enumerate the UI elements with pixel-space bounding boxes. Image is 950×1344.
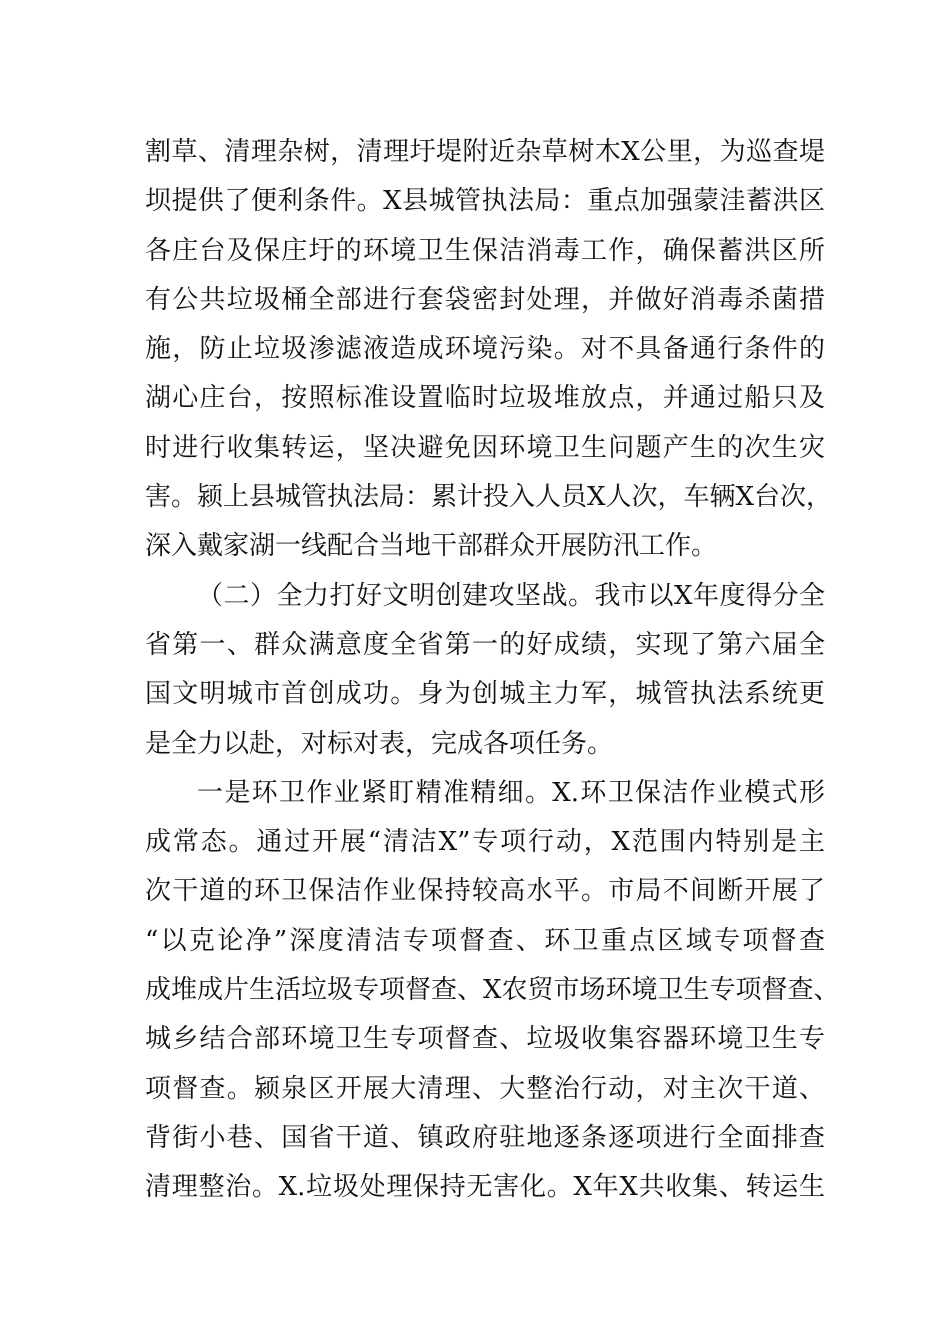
text-line: 国文明城市首创成功。身为创城主力军，城管执法系统更: [145, 679, 825, 710]
text-line: 割草、清理杂树，清理圩堤附近杂草树木X公里，为巡查堤: [145, 137, 825, 167]
text-line: 害。颍上县城管执法局：累计投入人员X人次，车辆X台次，: [145, 482, 833, 513]
text-line: 成常态。通过开展“清洁X”专项行动，X范围内特别是主: [145, 827, 825, 858]
text-line: “以克论净”深度清洁专项督查、环卫重点区域专项督查: [145, 925, 825, 956]
text-line: 城乡结合部环境卫生专项督查、垃圾收集容器环境卫生专: [145, 1024, 825, 1055]
text-line: 时进行收集转运，坚决避免因环境卫生问题产生的次生灾: [145, 432, 825, 463]
text-line: 有公共垃圾桶全部进行套袋密封处理，并做好消毒杀菌措: [145, 284, 825, 315]
text-line: 成堆成片生活垃圾专项督查、X农贸市场环境卫生专项督查、: [145, 975, 840, 1006]
body-text: [145, 128, 840, 1213]
text-line: 背街小巷、国省干道、镇政府驻地逐条逐项进行全面排查: [145, 1122, 825, 1153]
text-line: 一是环卫作业紧盯精准精细。X.环卫保洁作业模式形: [197, 777, 825, 808]
paragraph-civilization-creation: [145, 572, 825, 769]
text-line: 清理整治。X.垃圾处理保持无害化。X年X共收集、转运生: [145, 1172, 825, 1203]
text-line: 是全力以赴，对标对表，完成各项任务。: [145, 728, 614, 759]
paragraph-flood-control: [145, 128, 833, 572]
text-line: 省第一、群众满意度全省第一的好成绩，实现了第六届全: [145, 629, 825, 660]
text-line: 次干道的环卫保洁作业保持较高水平。市局不间断开展了: [145, 876, 825, 907]
paragraph-sanitation-work: [145, 769, 840, 1213]
text-line: 施，防止垃圾渗滤液造成环境污染。对不具备通行条件的: [145, 334, 825, 365]
text-line: 深入戴家湖一线配合当地干部群众开展防汛工作。: [145, 531, 718, 562]
text-line: 坝提供了便利条件。X县城管执法局：重点加强蒙洼蓄洪区: [145, 186, 825, 217]
text-line: 项督查。颍泉区开展大清理、大整治行动，对主次干道、: [145, 1073, 825, 1104]
text-line: （二）全力打好文明创建攻坚战。我市以X年度得分全: [197, 580, 825, 611]
text-line: 各庄台及保庄圩的环境卫生保洁消毒工作，确保蓄洪区所: [145, 235, 825, 266]
text-line: 湖心庄台，按照标准设置临时垃圾堆放点，并通过船只及: [145, 383, 825, 414]
